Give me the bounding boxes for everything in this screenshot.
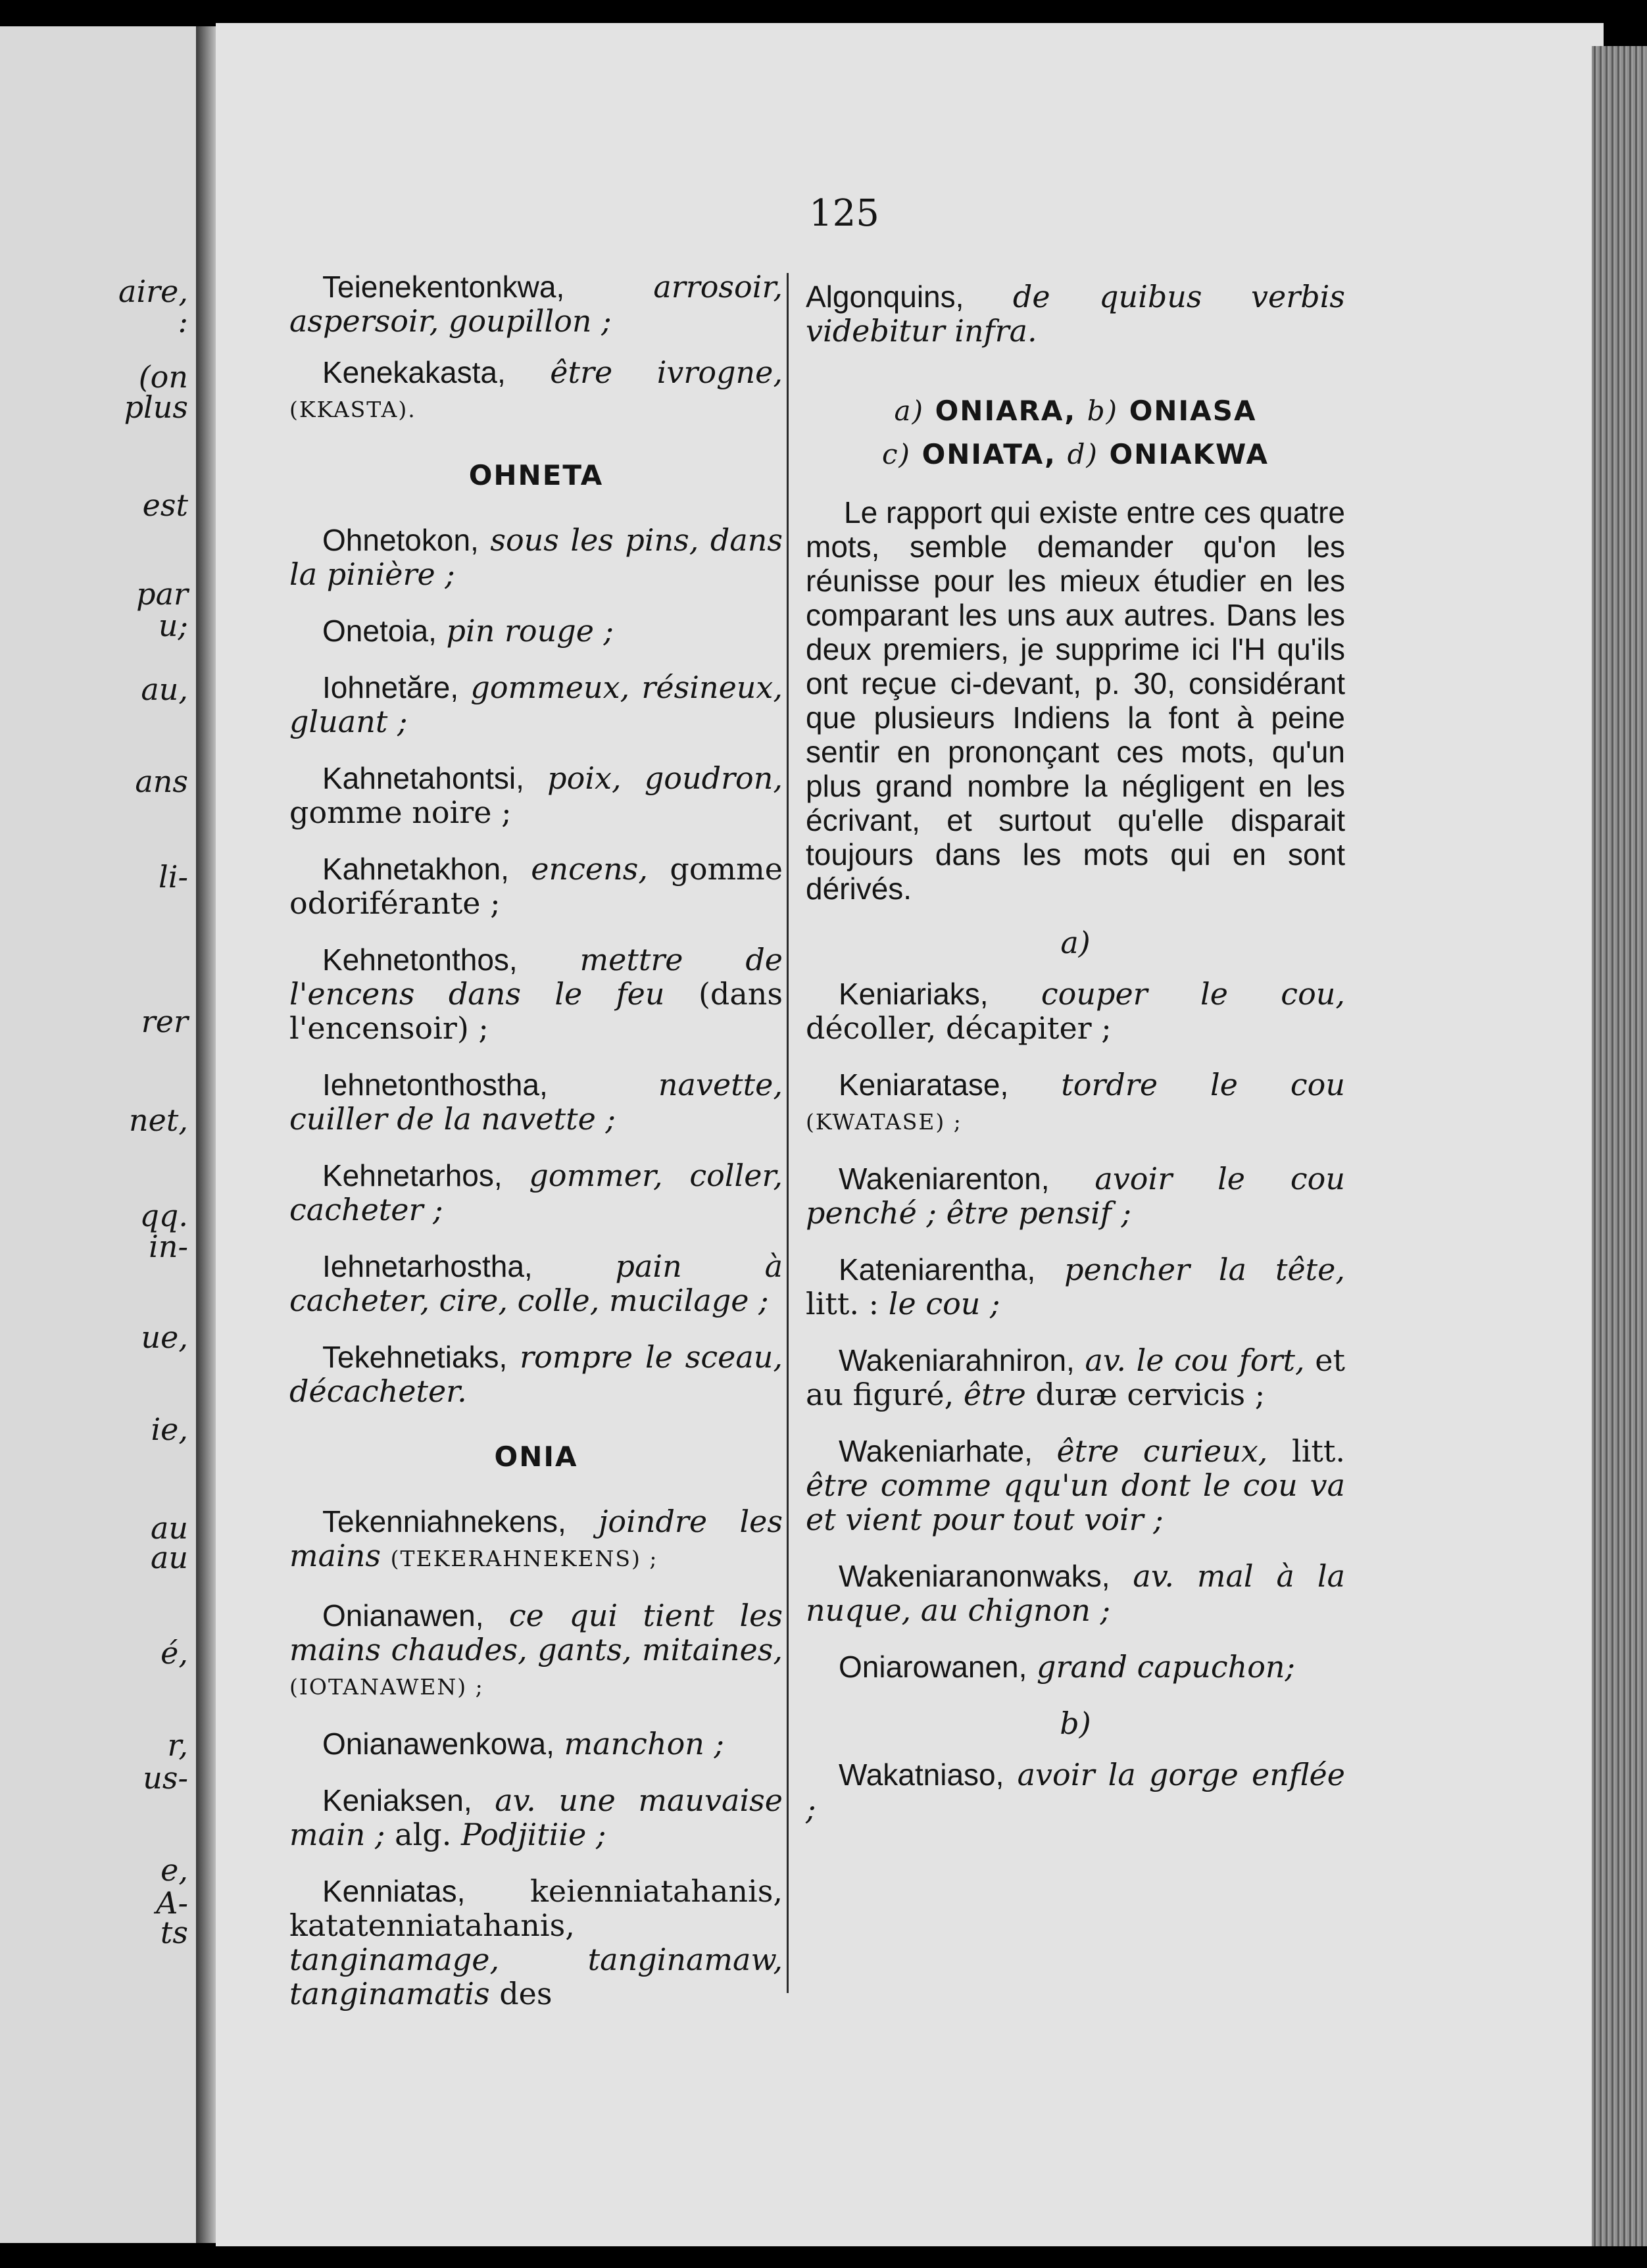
- dictionary-entry: [806, 1559, 1345, 1627]
- dictionary-entry: [806, 1650, 1345, 1684]
- right-column: [806, 280, 1345, 1848]
- definition: avoir la gorge enflée ;: [806, 1757, 1345, 1827]
- heading-word: ONIATA,: [922, 438, 1056, 470]
- headword: Onetoia,: [322, 614, 437, 648]
- facing-page-fragment: au: [150, 1510, 188, 1546]
- definition-plain: alg.: [395, 1817, 452, 1852]
- headword: Iohnetăre,: [322, 670, 459, 704]
- facing-page-fragment: au: [150, 1540, 188, 1575]
- dictionary-entry: [289, 1068, 783, 1136]
- subsection-label: a): [1060, 925, 1091, 960]
- left-column: [289, 270, 783, 2033]
- definition: sous les pins, dans la pinière ;: [289, 522, 783, 592]
- facing-page-fragment: r,: [167, 1727, 188, 1763]
- dictionary-entry: [289, 1598, 783, 1704]
- definition: pin rouge ;: [446, 613, 614, 649]
- headword: Onianawen,: [322, 1598, 484, 1633]
- explanatory-paragraph: Le rapport qui existe entre ces quatre mots, semble demander qu'on les réunisse pour les mieux étudier en les comparant les uns aux autres. Dans les deux premiers, je supprime ici l'H qu'ils ont reçue ci-devant, p. 30, considérant que plusieurs Indiens la font à peine sentir en prononçant ces mots, qu'un plus grand nombre la négligent en les écrivant, et surtout qu'elle disparait toujours dans les mots qui en sont dérivés.: [806, 495, 1346, 906]
- headword: Kahnetahontsi,: [322, 761, 524, 795]
- definition: av. une mauvaise main ;: [289, 1783, 783, 1852]
- dictionary-entry: [289, 1504, 783, 1576]
- definition-plain: des: [499, 1976, 553, 2011]
- heading-label: a): [894, 395, 924, 427]
- headword: Wakeniarahniron,: [839, 1343, 1075, 1377]
- definition: de quibus verbis videbitur infra.: [806, 279, 1345, 349]
- heading-label: d): [1067, 438, 1098, 470]
- definition-plain: décoller, décapiter ;: [806, 1010, 1112, 1046]
- definition-plain: gomme odoriférante ;: [289, 851, 783, 921]
- definition: navette, cuiller de la navette ;: [289, 1067, 783, 1137]
- definition-plain: duræ cervicis ;: [1035, 1377, 1266, 1412]
- dictionary-entry: [289, 1340, 783, 1408]
- facing-page-fragment: é,: [160, 1635, 188, 1671]
- headword: Kenekakasta,: [322, 355, 506, 389]
- section-heading: [806, 437, 1345, 472]
- headword: Keniariaks,: [839, 977, 989, 1011]
- page-edges: [1592, 46, 1647, 2246]
- headword: Kenniatas,: [322, 1874, 466, 1908]
- column-divider: [787, 273, 789, 1993]
- heading-word: ONIARA,: [935, 395, 1077, 427]
- facing-page-fragment: ie,: [151, 1412, 188, 1447]
- facing-page-fragment: li-: [159, 859, 188, 895]
- headword: Kehnetarhos,: [322, 1158, 503, 1193]
- dictionary-entry: [289, 852, 783, 920]
- dictionary-entry: [289, 1727, 783, 1761]
- facing-page-fragment: rer: [141, 1004, 188, 1039]
- dictionary-entry: [289, 614, 783, 648]
- definition: être ivrogne,: [550, 355, 783, 390]
- dictionary-entry: [806, 1343, 1345, 1412]
- definition: joindre les mains: [289, 1504, 783, 1573]
- facing-page-fragment: (on: [138, 359, 188, 395]
- facing-page-fragment: A-: [156, 1885, 188, 1921]
- definition: couper le cou,: [1041, 976, 1346, 1012]
- dictionary-entry: [289, 270, 783, 338]
- facing-page-fragment: par: [136, 576, 188, 612]
- headword: Keniaksen,: [322, 1783, 472, 1817]
- definition-plain: litt. :: [806, 1286, 879, 1321]
- headword: Teienekentonkwa,: [322, 270, 565, 304]
- definition: être curieux,: [1056, 1433, 1268, 1469]
- heading-word: ONIASA: [1129, 395, 1257, 427]
- headword: Ohnetokon,: [322, 523, 479, 557]
- definition: ce qui tient les mains chaudes, gants, mitaines,: [289, 1598, 783, 1667]
- definition: av. le cou fort,: [1085, 1343, 1305, 1378]
- alternate-form: (IOTANAWEN) ;: [289, 1674, 484, 1700]
- headword: Wakeniarenton,: [839, 1162, 1050, 1196]
- dictionary-entry: [806, 1162, 1345, 1230]
- headword: Iehnetarhostha,: [322, 1249, 533, 1283]
- definition: pencher la tête,: [1064, 1252, 1345, 1287]
- section-heading: [806, 394, 1345, 428]
- dictionary-entry: [806, 977, 1345, 1045]
- facing-page-fragment: e,: [160, 1852, 188, 1888]
- dictionary-entry: [289, 1874, 783, 2011]
- alternate-form: (KKASTA).: [289, 397, 416, 422]
- dictionary-entry: [806, 1434, 1345, 1537]
- headword: Kehnetonthos,: [322, 943, 518, 977]
- subsection-label: b): [1060, 1706, 1091, 1741]
- facing-page-fragment: ue,: [141, 1319, 188, 1355]
- headword: Onianawenkowa,: [322, 1727, 554, 1761]
- facing-page-fragment: au,: [141, 672, 188, 707]
- definition-plain: (dans l'encensoir) ;: [289, 976, 783, 1046]
- headword: Kahnetakhon,: [322, 852, 509, 886]
- dictionary-entry: [289, 761, 783, 829]
- book-gutter: [196, 26, 216, 2243]
- alternate-form: (KWATASE) ;: [806, 1109, 962, 1135]
- definition: être: [963, 1377, 1026, 1412]
- definition-plain: gomme noire ;: [289, 795, 512, 830]
- dictionary-entry: [289, 1783, 783, 1852]
- definition: manchon ;: [564, 1726, 725, 1762]
- dictionary-entry: [289, 523, 783, 591]
- facing-page-fragment: ts: [160, 1915, 188, 1950]
- definition: av. mal à la nuque, au chignon ;: [806, 1558, 1345, 1628]
- definition: avoir le cou penché ; être pensif ;: [806, 1161, 1346, 1231]
- dictionary-entry: [289, 355, 783, 427]
- definition: arrosoir, aspersoir, goupillon ;: [289, 269, 783, 339]
- dictionary-entry: [806, 1252, 1345, 1321]
- section-heading: OHNETA: [468, 459, 604, 491]
- heading-word: ONIAKWA: [1109, 438, 1269, 470]
- facing-page-fragment: est: [142, 487, 188, 523]
- definition: tanginamatis: [289, 1976, 490, 2011]
- headword: Tekehnetiaks,: [322, 1340, 508, 1374]
- heading-label: c): [882, 438, 911, 470]
- definition: mettre de l'encens dans le feu: [289, 942, 783, 1012]
- facing-page-fragment: u;: [158, 608, 188, 643]
- headword: Tekenniahnekens,: [322, 1504, 566, 1539]
- facing-page-fragment: aire,: [118, 274, 188, 309]
- alternate-form: (TEKERAHNEKENS) ;: [390, 1546, 658, 1571]
- definition: encens,: [531, 851, 648, 887]
- facing-page-fragment: ans: [135, 764, 188, 799]
- headword: Keniaratase,: [839, 1068, 1009, 1102]
- dictionary-entry: [289, 1249, 783, 1318]
- headword: Kateniarentha,: [839, 1252, 1036, 1287]
- definition: gommeux, résineux, gluant ;: [289, 670, 783, 739]
- continued-entry: [806, 280, 1345, 348]
- definition: Podjitiie ;: [460, 1817, 606, 1852]
- facing-page: [0, 26, 196, 2243]
- dictionary-entry: [289, 670, 783, 739]
- headword: Wakeniarhate,: [839, 1434, 1033, 1468]
- section-heading: ONIA: [494, 1441, 578, 1473]
- facing-page-fragment: us-: [143, 1760, 188, 1796]
- headword: Iehnetonthostha,: [322, 1068, 548, 1102]
- definition: pain à cacheter, cire, colle, mucilage ;: [289, 1248, 783, 1318]
- facing-page-fragment: net,: [129, 1102, 188, 1138]
- definition-plain: litt.: [1292, 1433, 1346, 1469]
- definition: poix, goudron,: [547, 760, 783, 796]
- definition-plain: keienniatahanis, katatenniatahanis,: [289, 1873, 783, 1943]
- facing-page-fragment: qq.: [139, 1198, 188, 1233]
- continued-text: Algonquins,: [806, 280, 964, 314]
- dictionary-entry: [289, 1158, 783, 1227]
- facing-page-fragment: plus: [124, 389, 188, 425]
- headword: Wakeniaranonwaks,: [839, 1559, 1110, 1593]
- headword: Wakatniaso,: [839, 1758, 1004, 1792]
- definition: tanginamage, tanginamaw,: [289, 1942, 783, 1977]
- page-number: 125: [809, 192, 879, 235]
- definition: le cou ;: [888, 1286, 1000, 1321]
- facing-page-fragment: :: [178, 304, 188, 339]
- definition: gommer, coller, cacheter ;: [289, 1158, 783, 1227]
- headword: Oniarowanen,: [839, 1650, 1027, 1684]
- definition: rompre le sceau, décacheter.: [289, 1339, 783, 1409]
- definition-plain: et au figuré,: [806, 1343, 1345, 1412]
- definition: grand capuchon;: [1037, 1649, 1296, 1685]
- definition: être comme qqu'un dont le cou va et vient pour tout voir ;: [806, 1467, 1345, 1537]
- facing-page-fragment: in-: [149, 1229, 188, 1264]
- dictionary-entry: [806, 1758, 1345, 1826]
- heading-label: b): [1087, 395, 1119, 427]
- definition: tordre le cou: [1061, 1067, 1346, 1102]
- dictionary-entry: [806, 1068, 1345, 1139]
- dictionary-entry: [289, 943, 783, 1045]
